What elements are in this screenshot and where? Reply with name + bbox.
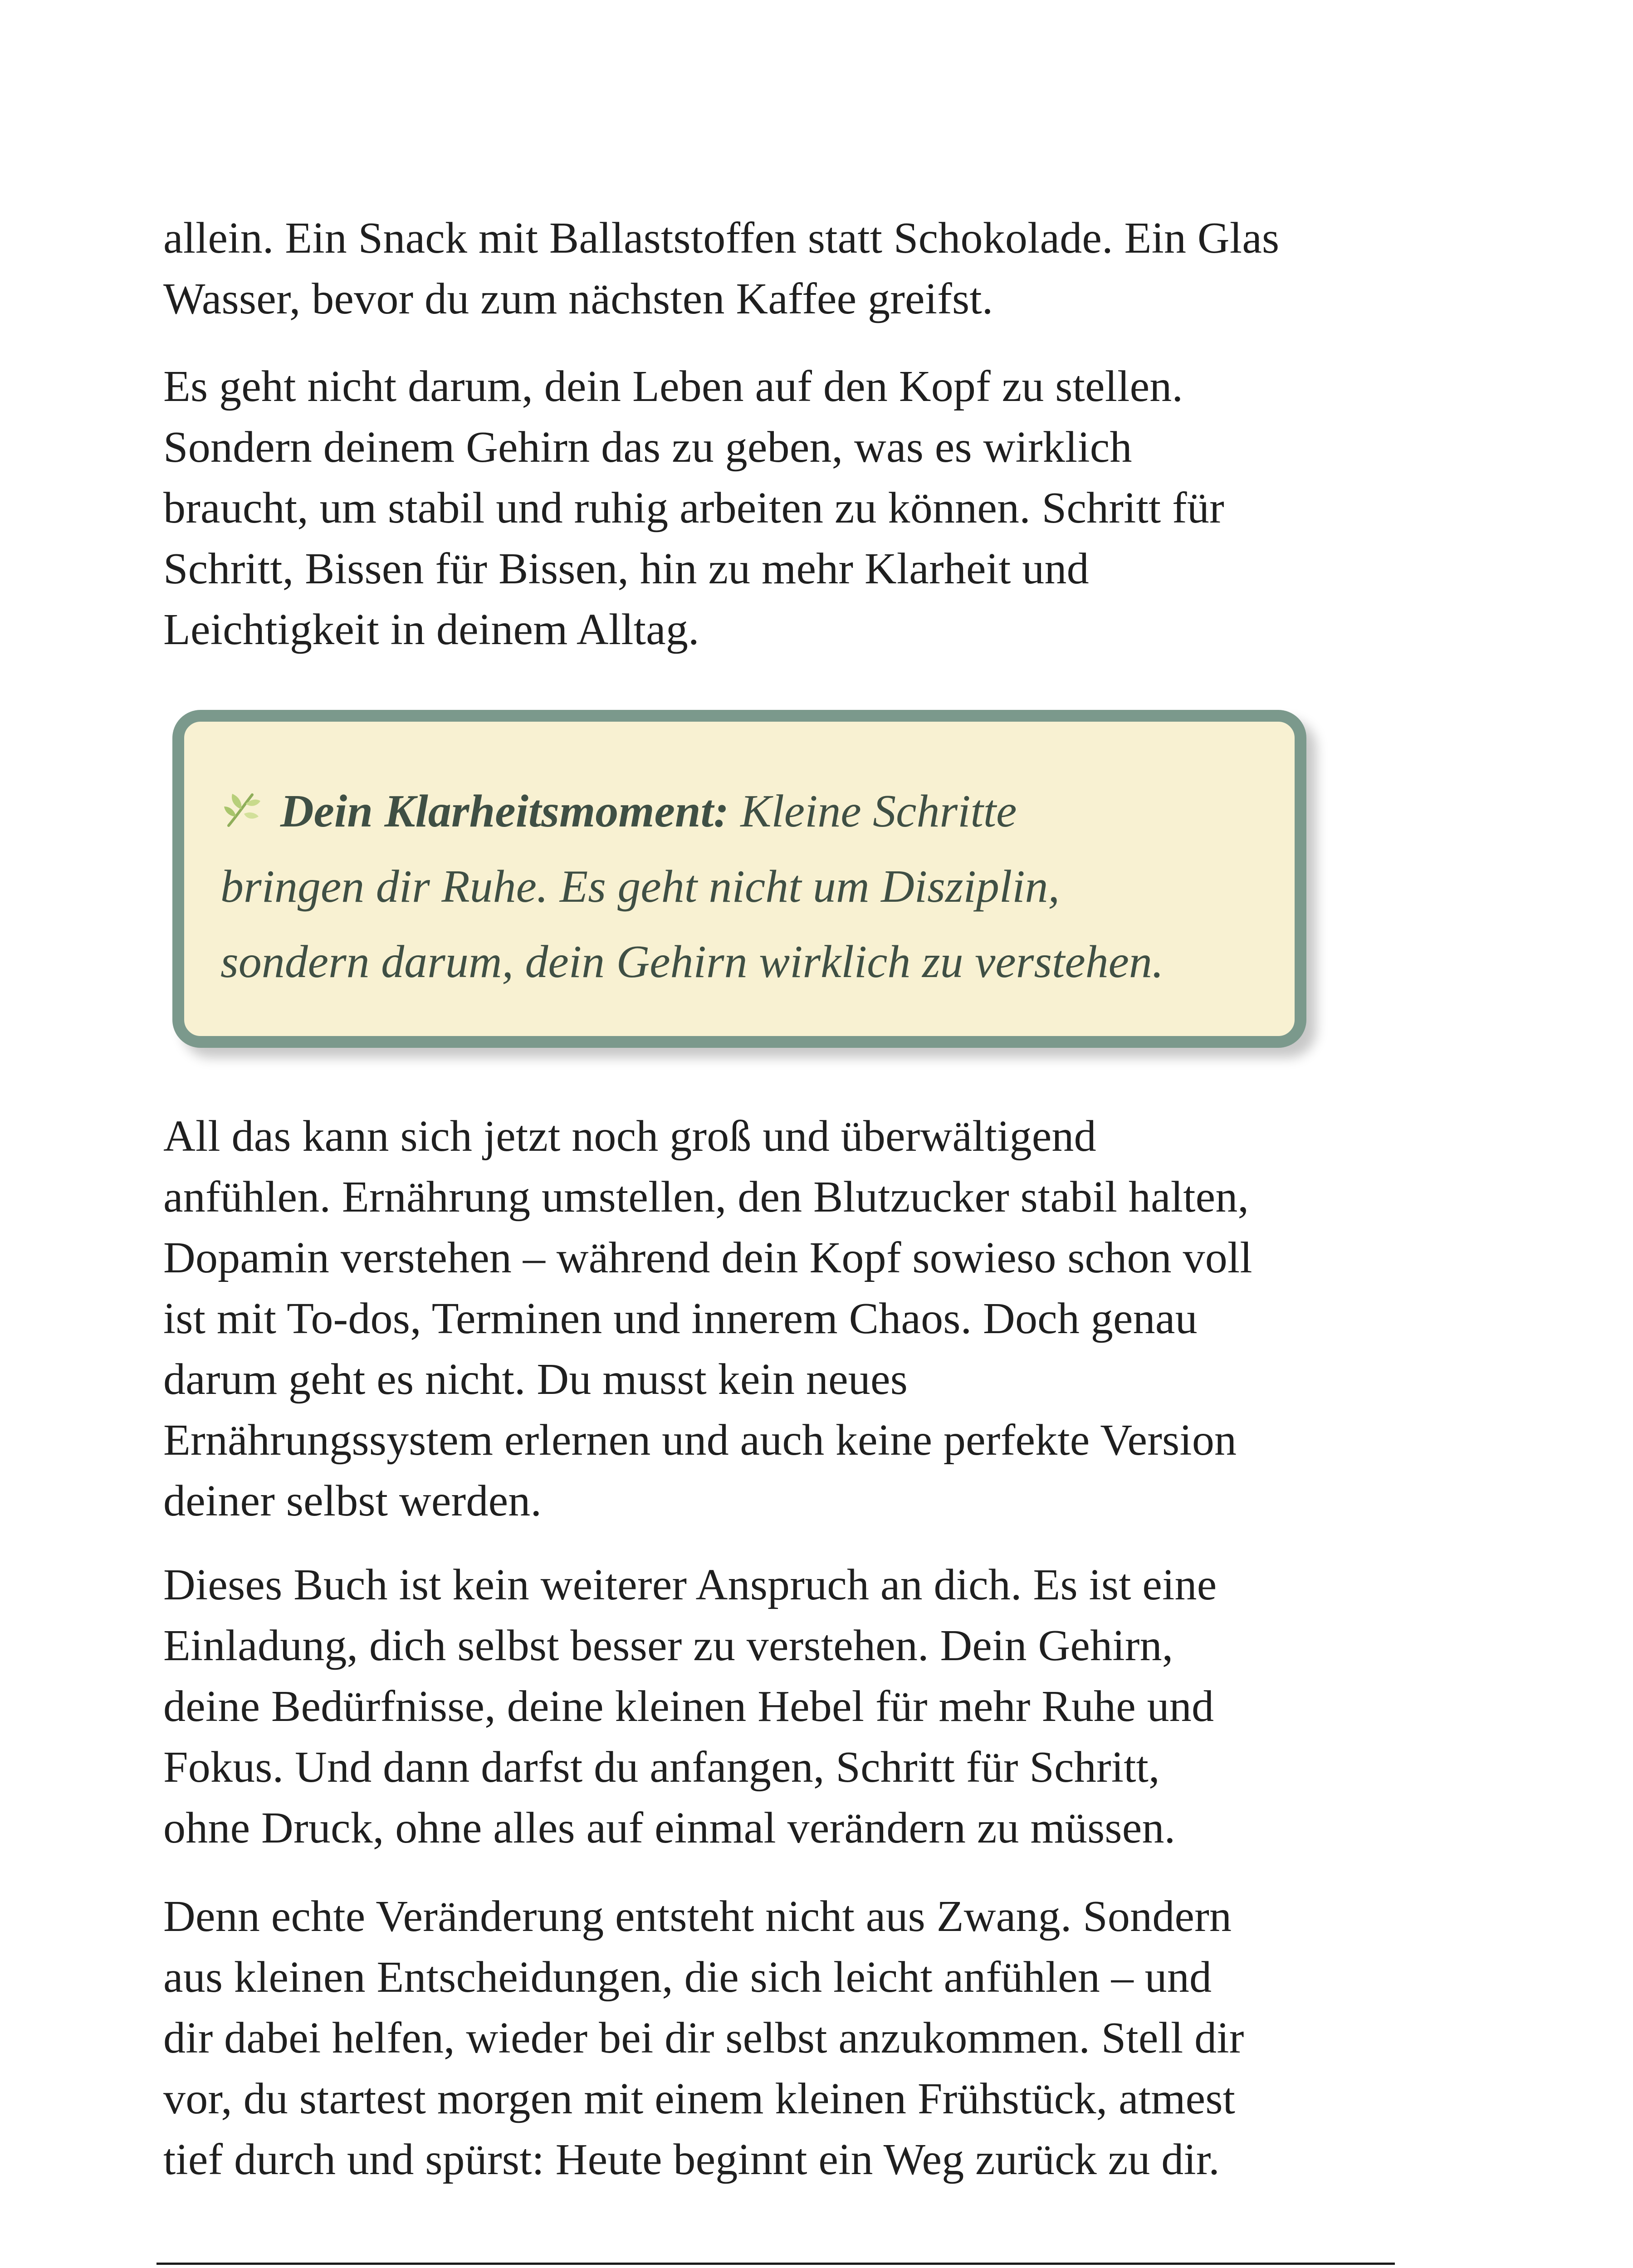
leaf-icon xyxy=(220,777,262,819)
callout-line-2: bringen dir Ruhe. Es geht nicht um Disziplin, xyxy=(220,861,1060,912)
body-paragraph-2: Es geht nicht darum, dein Leben auf den Kopf zu stellen. Sondern deinem Gehirn das zu geben, was es wirklich braucht, um stabil und ruhig arbeiten zu können. Schritt für Schritt, Bissen für Bissen, hin zu mehr Klarheit und Leichtigkeit in deinem Alltag. xyxy=(163,362,1224,654)
clarity-moment-callout xyxy=(172,710,1306,1048)
footer-divider xyxy=(156,2263,1395,2265)
callout-line-3: sondern darum, dein Gehirn wirklich zu verstehen. xyxy=(220,936,1164,987)
callout-text xyxy=(220,774,1273,1000)
body-paragraph-4: Dieses Buch ist kein weiterer Anspruch an dich. Es ist eine Einladung, dich selbst besser zu verstehen. Dein Gehirn, deine Bedürfnisse, deine kleinen Hebel für mehr Ruhe und Fokus. Und dann darfst du anfangen, Schritt für Schritt, ohne Druck, ohne alles auf einmal verändern zu müssen. xyxy=(163,1560,1217,1853)
body-paragraph-3: All das kann sich jetzt noch groß und überwältigend anfühlen. Ernährung umstellen, den Blutzucker stabil halten, Dopamin verstehen – während dein Kopf sowieso schon voll ist mit To-dos, Terminen und innerem Chaos. Doch genau darum geht es nicht. Du musst kein neues Ernährungssystem erlernen und auch keine perfekte Version deiner selbst werden. xyxy=(163,1112,1252,1525)
body-paragraph-1: allein. Ein Snack mit Ballaststoffen statt Schokolade. Ein Glas Wasser, bevor du zum nächsten Kaffee greifst. xyxy=(163,214,1280,323)
body-paragraph-5: Denn echte Veränderung entsteht nicht aus Zwang. Sondern aus kleinen Entscheidungen, die sich leicht anfühlen – und dir dabei helfen, wieder bei dir selbst anzukommen. Stell dir vor, du startest morgen mit einem kleinen Frühstück, atmest tief durch und spürst: Heute beginnt ein Weg zurück zu dir. xyxy=(163,1892,1244,2184)
callout-line-1: Kleine Schritte xyxy=(728,786,1017,837)
callout-heading: Dein Klarheitsmoment: xyxy=(280,786,729,837)
